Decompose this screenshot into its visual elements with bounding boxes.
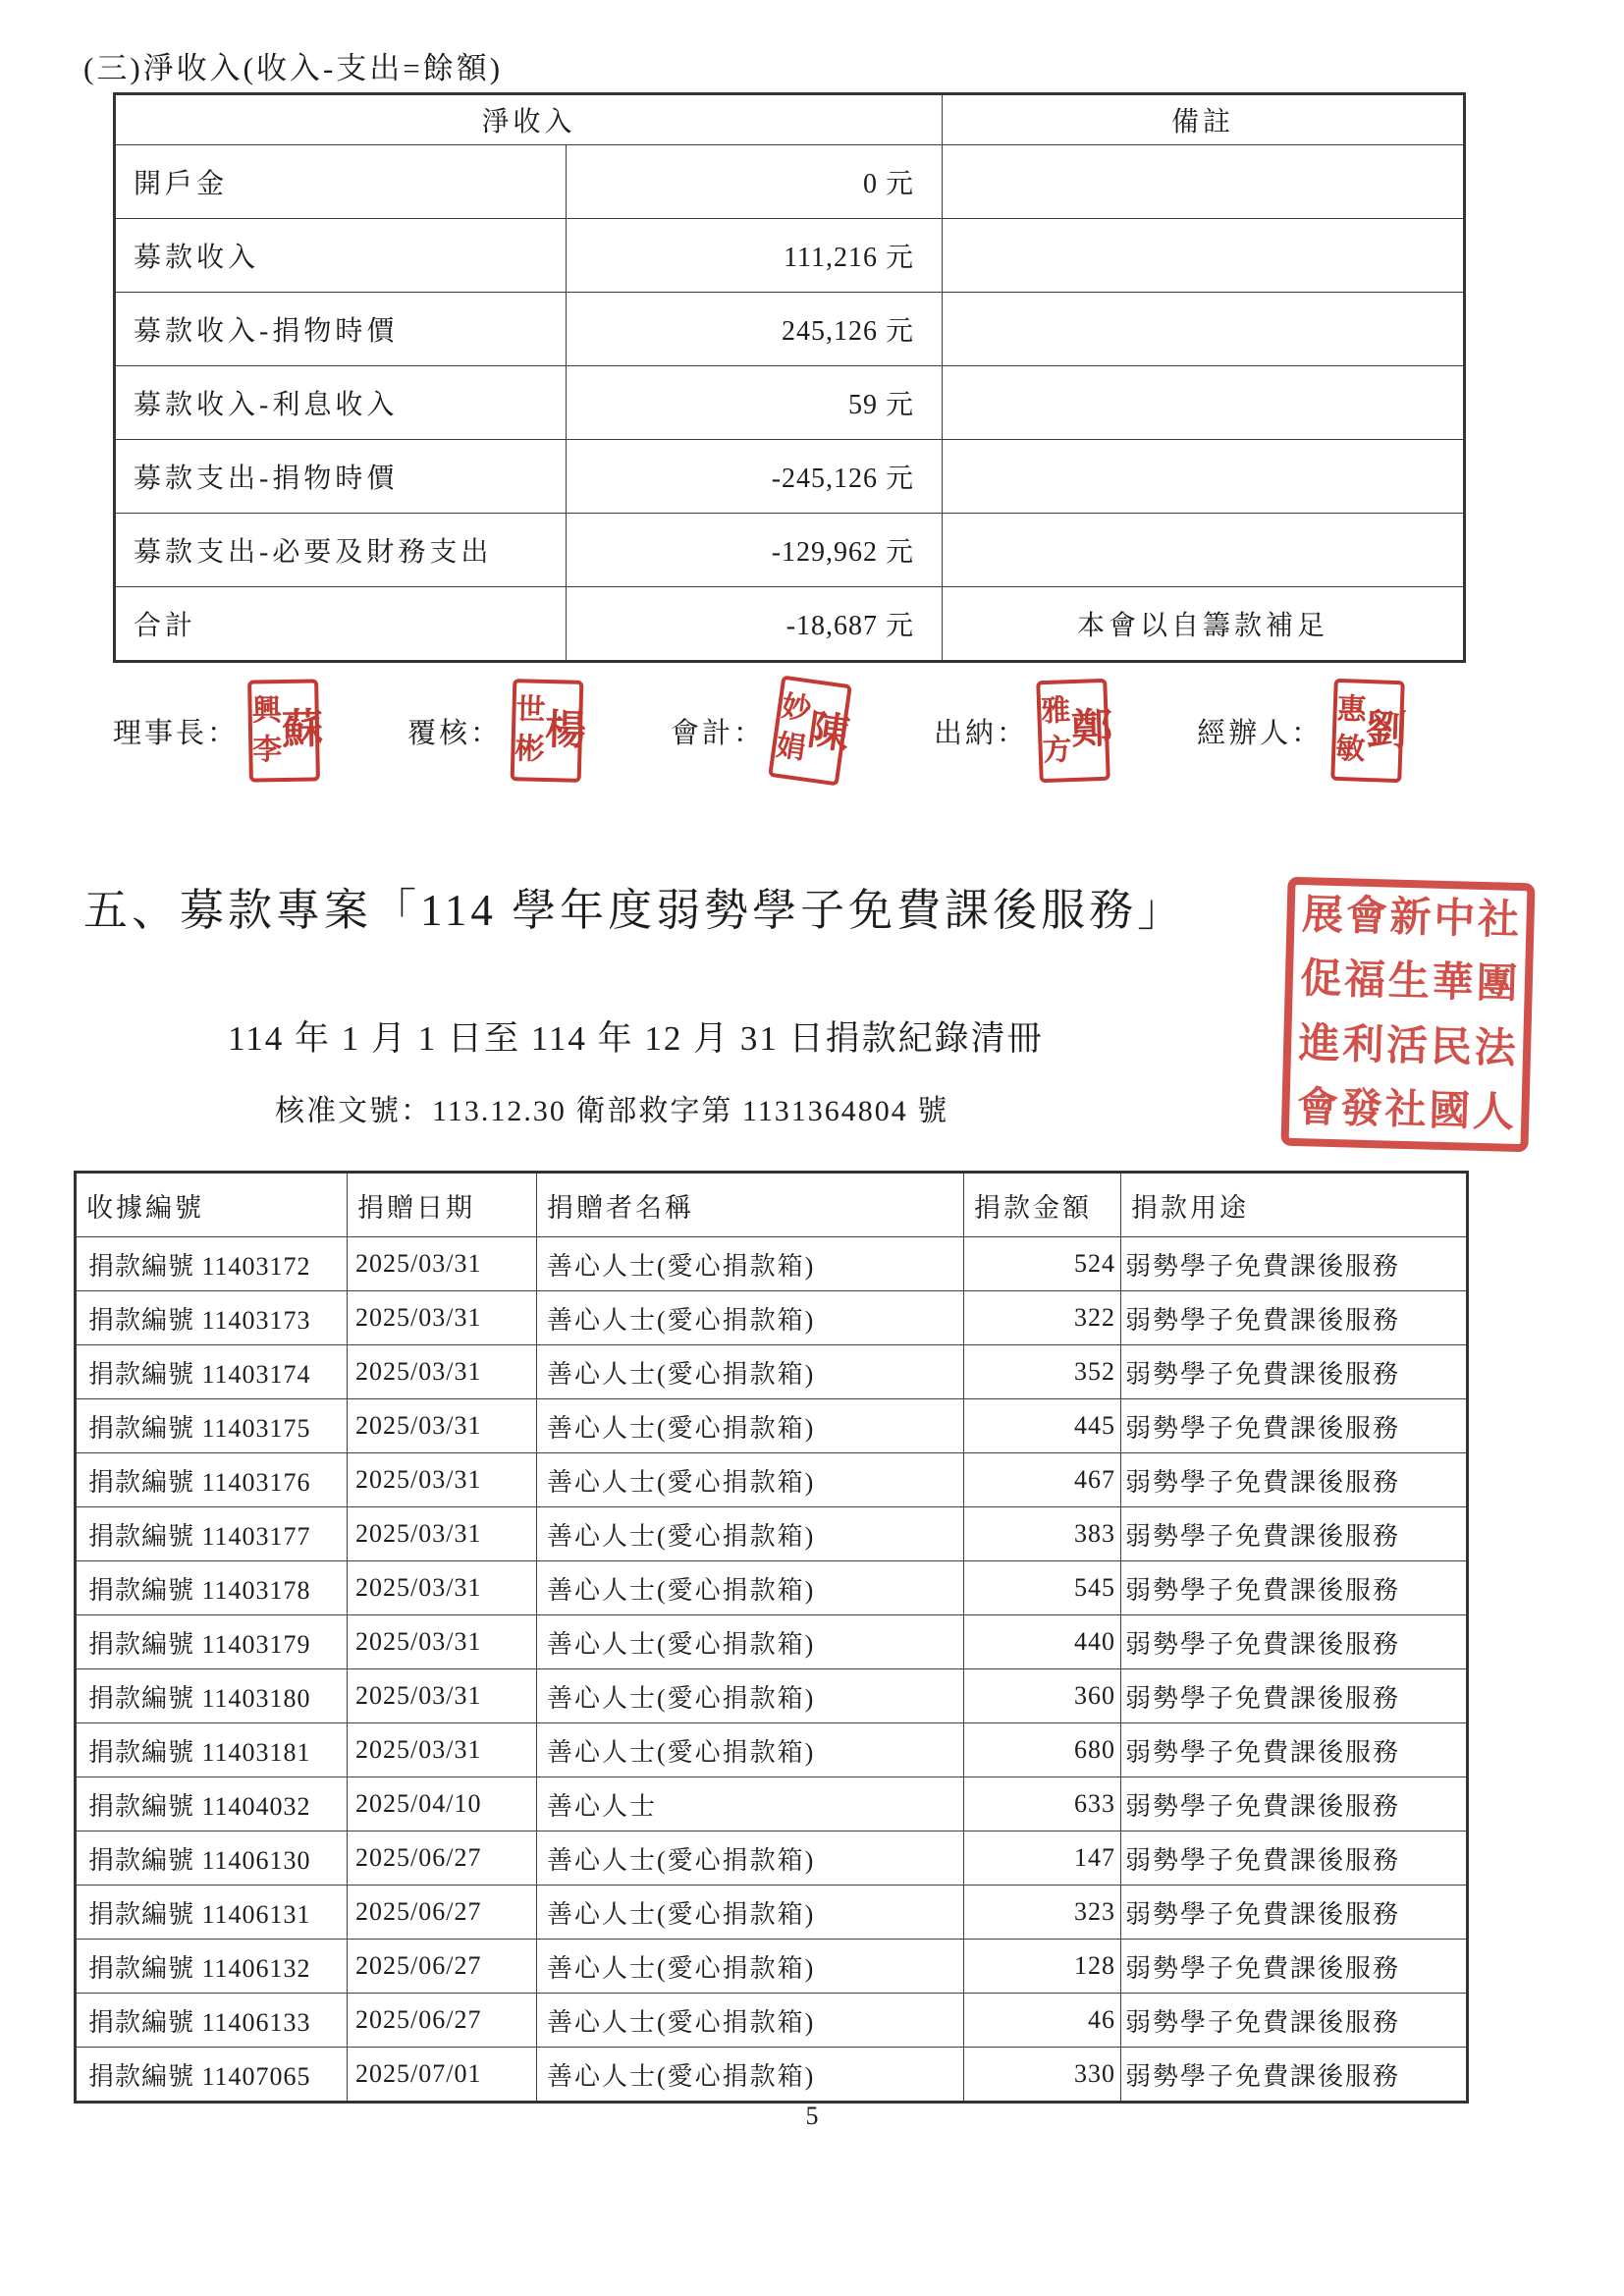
donation-row xyxy=(76,1237,1468,1291)
net-row-remark xyxy=(943,293,1465,366)
name-seal-stamp xyxy=(1036,679,1113,783)
donation-receipt-no: 捐款編號 11404032 xyxy=(76,1777,348,1831)
signature-item xyxy=(113,680,324,782)
donation-amount: 440 xyxy=(964,1615,1121,1669)
net-row-remark: 本會以自籌款補足 xyxy=(943,587,1465,662)
donation-date: 2025/03/31 xyxy=(348,1507,537,1561)
donation-date: 2025/06/27 xyxy=(348,1886,537,1940)
signature-role-label: 覆核： xyxy=(407,717,503,749)
seal-column: 中 華 民 國 xyxy=(1428,896,1476,1135)
donation-donor: 善心人士(愛心捐款箱) xyxy=(537,1561,964,1615)
donation-date: 2025/07/01 xyxy=(348,2048,537,2103)
net-income-row xyxy=(115,145,1465,219)
signature-row xyxy=(113,680,1408,782)
donation-receipt-no: 捐款編號 11406130 xyxy=(76,1831,348,1886)
donation-amount: 680 xyxy=(964,1723,1121,1777)
donation-donor: 善心人士(愛心捐款箱) xyxy=(537,1723,964,1777)
net-row-label: 募款收入-利息收入 xyxy=(115,366,567,440)
donation-receipt-no: 捐款編號 11403176 xyxy=(76,1453,348,1507)
donation-donor: 善心人士(愛心捐款箱) xyxy=(537,1453,964,1507)
fundraising-project-heading: 五、募款專案「114 學年度弱勢學子免費課後服務」 xyxy=(83,886,1186,935)
net-row-amount: 59 元 xyxy=(567,366,943,440)
donation-purpose: 弱勢學子免費課後服務 xyxy=(1121,1291,1468,1345)
signature-role-label: 會計： xyxy=(671,717,766,749)
donation-row xyxy=(76,1940,1468,1994)
donation-donor: 善心人士(愛心捐款箱) xyxy=(537,1345,964,1399)
donation-amount: 383 xyxy=(964,1507,1121,1561)
donation-date: 2025/06/27 xyxy=(348,1940,537,1994)
seal-column: 惠 敏 xyxy=(1334,692,1368,767)
net-income-row xyxy=(115,366,1465,440)
net-row-label: 開戶金 xyxy=(115,145,567,219)
page-number: 5 xyxy=(805,2102,819,2130)
donation-purpose: 弱勢學子免費課後服務 xyxy=(1121,1940,1468,1994)
net-income-table xyxy=(113,92,1466,663)
donation-purpose: 弱勢學子免費課後服務 xyxy=(1121,1345,1468,1399)
donation-purpose: 弱勢學子免費課後服務 xyxy=(1121,1723,1468,1777)
signature-role-label: 出納： xyxy=(934,717,1029,749)
donation-date: 2025/03/31 xyxy=(348,1453,537,1507)
donation-receipt-no: 捐款編號 11403175 xyxy=(76,1399,348,1453)
donation-header-row xyxy=(76,1173,1468,1237)
donation-donor: 善心人士(愛心捐款箱) xyxy=(537,1940,964,1994)
donation-receipt-no: 捐款編號 11403180 xyxy=(76,1669,348,1723)
net-row-amount: 245,126 元 xyxy=(567,293,943,366)
donation-purpose: 弱勢學子免費課後服務 xyxy=(1121,1237,1468,1291)
seal-column: 新 生 活 社 xyxy=(1383,895,1433,1134)
donation-donor: 善心人士(愛心捐款箱) xyxy=(537,2048,964,2103)
net-row-remark xyxy=(943,440,1465,514)
net-row-amount: 0 元 xyxy=(567,145,943,219)
donation-purpose: 弱勢學子免費課後服務 xyxy=(1121,1994,1468,2048)
donation-date: 2025/03/31 xyxy=(348,1345,537,1399)
donation-purpose: 弱勢學子免費課後服務 xyxy=(1121,1777,1468,1831)
donation-amount: 633 xyxy=(964,1777,1121,1831)
donation-donor: 善心人士 xyxy=(537,1777,964,1831)
donation-date: 2025/03/31 xyxy=(348,1561,537,1615)
donation-period-line: 114 年 1 月 1 日至 114 年 12 月 31 日捐款紀錄清冊 xyxy=(228,1019,1044,1058)
donation-donor: 善心人士(愛心捐款箱) xyxy=(537,1831,964,1886)
net-income-remark-header: 備註 xyxy=(943,94,1465,145)
donation-date: 2025/06/27 xyxy=(348,1831,537,1886)
donation-receipt-no: 捐款編號 11406133 xyxy=(76,1994,348,2048)
signature-role-label: 經辦人： xyxy=(1197,717,1324,749)
donation-purpose: 弱勢學子免費課後服務 xyxy=(1121,2048,1468,2103)
donation-donor: 善心人士(愛心捐款箱) xyxy=(537,1886,964,1940)
donation-row xyxy=(76,1723,1468,1777)
donation-amount: 524 xyxy=(964,1237,1121,1291)
net-row-remark xyxy=(943,219,1465,293)
signature-item xyxy=(671,680,852,782)
donation-date: 2025/04/10 xyxy=(348,1777,537,1831)
net-income-row xyxy=(115,587,1465,662)
donation-date: 2025/03/31 xyxy=(348,1399,537,1453)
donation-purpose: 弱勢學子免費課後服務 xyxy=(1121,1831,1468,1886)
donation-column-header: 捐贈日期 xyxy=(348,1173,537,1237)
net-row-label: 募款支出-捐物時價 xyxy=(115,440,567,514)
donation-row xyxy=(76,1777,1468,1831)
donation-receipt-no: 捐款編號 11403178 xyxy=(76,1561,348,1615)
donation-records-table xyxy=(74,1171,1469,2104)
donation-donor: 善心人士(愛心捐款箱) xyxy=(537,1291,964,1345)
donation-receipt-no: 捐款編號 11403173 xyxy=(76,1291,348,1345)
donation-row xyxy=(76,1615,1468,1669)
seal-column: 劉 xyxy=(1365,707,1408,755)
net-income-header-row xyxy=(115,94,1465,145)
donation-date: 2025/03/31 xyxy=(348,1723,537,1777)
seal-column: 妙 娟 xyxy=(774,689,814,766)
donation-amount: 128 xyxy=(964,1940,1121,1994)
net-income-main-header: 淨收入 xyxy=(115,94,943,145)
donation-receipt-no: 捐款編號 11406131 xyxy=(76,1886,348,1940)
net-row-remark xyxy=(943,514,1465,587)
net-row-label: 合計 xyxy=(115,587,567,662)
signature-role-label: 理事長： xyxy=(113,717,240,749)
net-income-row xyxy=(115,514,1465,587)
seal-column: 雅 方 xyxy=(1040,693,1073,768)
donation-column-header: 收據編號 xyxy=(76,1173,348,1237)
name-seal-stamp xyxy=(1330,679,1408,783)
donation-amount: 445 xyxy=(964,1399,1121,1453)
donation-purpose: 弱勢學子免費課後服務 xyxy=(1121,1615,1468,1669)
donation-receipt-no: 捐款編號 11403177 xyxy=(76,1507,348,1561)
donation-donor: 善心人士(愛心捐款箱) xyxy=(537,1994,964,2048)
donation-amount: 323 xyxy=(964,1886,1121,1940)
donation-column-header: 捐贈者名稱 xyxy=(537,1173,964,1237)
donation-row xyxy=(76,1831,1468,1886)
seal-column: 會 福 利 發 xyxy=(1340,894,1388,1133)
donation-receipt-no: 捐款編號 11403174 xyxy=(76,1345,348,1399)
donation-row xyxy=(76,1561,1468,1615)
approval-number-line: 核准文號：113.12.30 衛部救字第 1131364804 號 xyxy=(275,1095,949,1127)
organization-seal-stamp xyxy=(1280,877,1535,1153)
seal-column: 興 李 xyxy=(251,693,283,767)
net-row-amount: -18,687 元 xyxy=(567,587,943,662)
donation-date: 2025/03/31 xyxy=(348,1237,537,1291)
donation-donor: 善心人士(愛心捐款箱) xyxy=(537,1507,964,1561)
signature-item xyxy=(407,680,587,782)
net-row-amount: -129,962 元 xyxy=(567,514,943,587)
seal-column: 陳 xyxy=(804,707,852,759)
donation-donor: 善心人士(愛心捐款箱) xyxy=(537,1399,964,1453)
net-row-label: 募款支出-必要及財務支出 xyxy=(115,514,567,587)
net-row-label: 募款收入 xyxy=(115,219,567,293)
donation-purpose: 弱勢學子免費課後服務 xyxy=(1121,1399,1468,1453)
donation-receipt-no: 捐款編號 11407065 xyxy=(76,2048,348,2103)
donation-purpose: 弱勢學子免費課後服務 xyxy=(1121,1886,1468,1940)
donation-amount: 322 xyxy=(964,1291,1121,1345)
seal-column: 世 彬 xyxy=(514,692,547,767)
seal-column: 蘇 xyxy=(281,707,324,754)
donation-row xyxy=(76,1994,1468,2048)
name-seal-stamp xyxy=(247,679,324,782)
donation-row xyxy=(76,1669,1468,1723)
signature-item xyxy=(934,680,1113,782)
donation-date: 2025/03/31 xyxy=(348,1615,537,1669)
donation-amount: 360 xyxy=(964,1669,1121,1723)
donation-purpose: 弱勢學子免費課後服務 xyxy=(1121,1453,1468,1507)
donation-row xyxy=(76,2048,1468,2103)
seal-column: 楊 xyxy=(544,707,587,755)
signature-item xyxy=(1197,680,1408,782)
net-income-row xyxy=(115,440,1465,514)
donation-date: 2025/06/27 xyxy=(348,1994,537,2048)
net-row-remark xyxy=(943,145,1465,219)
donation-receipt-no: 捐款編號 11403181 xyxy=(76,1723,348,1777)
net-row-amount: -245,126 元 xyxy=(567,440,943,514)
donation-purpose: 弱勢學子免費課後服務 xyxy=(1121,1561,1468,1615)
seal-column: 社 團 法 人 xyxy=(1472,897,1520,1136)
donation-amount: 467 xyxy=(964,1453,1121,1507)
net-income-row xyxy=(115,219,1465,293)
net-row-label: 募款收入-捐物時價 xyxy=(115,293,567,366)
donation-row xyxy=(76,1886,1468,1940)
name-seal-stamp xyxy=(511,679,587,783)
donation-column-header: 捐款用途 xyxy=(1121,1173,1468,1237)
donation-donor: 善心人士(愛心捐款箱) xyxy=(537,1615,964,1669)
donation-column-header: 捐款金額 xyxy=(964,1173,1121,1237)
donation-amount: 545 xyxy=(964,1561,1121,1615)
donation-amount: 46 xyxy=(964,1994,1121,2048)
donation-receipt-no: 捐款編號 11406132 xyxy=(76,1940,348,1994)
donation-amount: 330 xyxy=(964,2048,1121,2103)
name-seal-stamp xyxy=(768,675,852,786)
donation-row xyxy=(76,1399,1468,1453)
donation-receipt-no: 捐款編號 11403172 xyxy=(76,1237,348,1291)
donation-row xyxy=(76,1345,1468,1399)
donation-row xyxy=(76,1507,1468,1561)
donation-amount: 352 xyxy=(964,1345,1121,1399)
net-row-remark xyxy=(943,366,1465,440)
donation-date: 2025/03/31 xyxy=(348,1291,537,1345)
donation-row xyxy=(76,1453,1468,1507)
donation-receipt-no: 捐款編號 11403179 xyxy=(76,1615,348,1669)
donation-amount: 147 xyxy=(964,1831,1121,1886)
donation-date: 2025/03/31 xyxy=(348,1669,537,1723)
net-income-section-heading: (三)淨收入(收入-支出=餘額) xyxy=(83,51,504,85)
donation-purpose: 弱勢學子免費課後服務 xyxy=(1121,1507,1468,1561)
seal-column: 鄭 xyxy=(1070,706,1113,754)
seal-column: 展 促 進 會 xyxy=(1296,893,1344,1132)
donation-donor: 善心人士(愛心捐款箱) xyxy=(537,1669,964,1723)
net-income-row xyxy=(115,293,1465,366)
net-row-amount: 111,216 元 xyxy=(567,219,943,293)
donation-purpose: 弱勢學子免費課後服務 xyxy=(1121,1669,1468,1723)
donation-donor: 善心人士(愛心捐款箱) xyxy=(537,1237,964,1291)
donation-row xyxy=(76,1291,1468,1345)
